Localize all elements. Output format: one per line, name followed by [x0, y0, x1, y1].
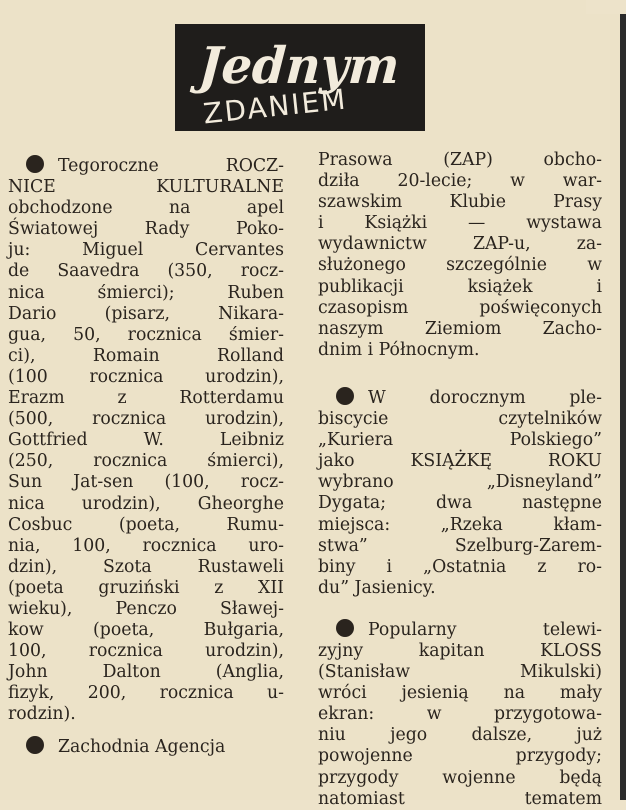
text-line: Prasowa (ZAP) obcho- [318, 150, 602, 170]
page-corner [586, 0, 626, 14]
text-line: nica śmierci); Ruben [8, 282, 284, 303]
text-line: gua, 50, rocznica śmier- [8, 324, 284, 345]
text-line: John Dalton (Anglia, [8, 662, 284, 683]
text-line: powojenne przygody; [318, 746, 602, 767]
text-line: Gottfried W. Leibniz [8, 430, 284, 451]
text-line: wieku), Penczo Sławej- [8, 598, 284, 619]
text-line: szawskim Klubie Prasy [318, 192, 602, 213]
text-line: (250, rocznica śmierci), [8, 451, 284, 472]
text-line: natomiast tematem [318, 788, 602, 809]
column-left [8, 155, 284, 758]
text-line: biscycie czytelników [318, 409, 602, 430]
text-line: wybrano „Disneyland” [318, 472, 602, 493]
text-line: zyjny kapitan KLOSS [318, 640, 602, 661]
text-line: dziła 20-lecie; w war- [318, 171, 602, 192]
bullet-icon [336, 619, 354, 637]
text-line: nia, 100, rocznica uro- [8, 535, 284, 556]
bullet-icon [26, 155, 44, 173]
text-line: fizyk, 200, rocznica u- [8, 683, 284, 704]
text-line: nica urodzin), Gheorghe [8, 493, 284, 514]
text-line: dzin), Szota Rustaweli [8, 556, 284, 577]
text-line: (100 rocznica urodzin), [8, 366, 284, 387]
text-line: W dorocznym ple- [318, 387, 602, 409]
text-line: 100, rocznica urodzin), [8, 641, 284, 662]
text-line: „Kuriera Polskiego” [318, 430, 602, 451]
page-edge [620, 0, 626, 800]
text-line: jako KSIĄŻKĘ ROKU [318, 451, 602, 472]
text-line: Sun Jat-sen (100, rocz- [8, 472, 284, 493]
header-title-script: Jednym [196, 36, 402, 96]
section-header [175, 24, 425, 131]
text-line: (500, rocznica urodzin), [8, 409, 284, 430]
text-line: de Saavedra (350, rocz- [8, 261, 284, 282]
text-line: dnim i Północnym. [318, 339, 480, 360]
header-title-caps: ZDANIEM [201, 82, 349, 131]
text-line: (Stanisław Mikulski) [318, 662, 602, 683]
text-line: czasopism poświęconych [318, 297, 602, 318]
text-line: (poeta gruziński z XII [8, 577, 284, 598]
text-line: Zachodnia Agencja [8, 736, 284, 758]
text-line: du” Jasienicy. [318, 577, 436, 598]
text-line: obchodzone na apel [8, 198, 284, 219]
text-line: rodzin). [8, 704, 76, 725]
text-line: ekran: w przygotowa- [318, 704, 602, 725]
text-line: ci), Romain Rolland [8, 345, 284, 366]
text-line: Erazm z Rotterdamu [8, 388, 284, 409]
column-right [318, 150, 602, 810]
text-line: naszym Ziemiom Zacho- [318, 318, 602, 339]
bullet-icon [26, 736, 44, 754]
text-line: NICE KULTURALNE [8, 177, 284, 198]
text-line: Dygata; dwa następne [318, 493, 602, 514]
text-line: Światowej Rady Poko- [8, 219, 284, 240]
text-line: Popularny telewi- [318, 619, 602, 641]
text-line: miejsca: „Rzeka kłam- [318, 514, 602, 535]
text-line: Tegoroczne ROCZ- [8, 155, 284, 177]
text-line: biny i „Ostatnia z ro- [318, 556, 602, 577]
text-line: stwa” Szelburg-Zarem- [318, 535, 602, 556]
text-line: ju: Miguel Cervantes [8, 240, 284, 261]
text-line: niu jego dalsze, już [318, 725, 602, 746]
text-line: przygody wojenne będą [318, 767, 602, 788]
text-line: Cosbuc (poeta, Rumu- [8, 514, 284, 535]
text-line: wydawnictw ZAP-u, za- [318, 234, 602, 255]
text-line: i Książki — wystawa [318, 213, 602, 234]
text-line: kow (poeta, Bułgaria, [8, 620, 284, 641]
text-line: Dario (pisarz, Nikara- [8, 303, 284, 324]
text-line: służonego szczególnie w [318, 255, 602, 276]
text-line: wróci jesienią na mały [318, 683, 602, 704]
bullet-icon [336, 387, 354, 405]
text-line: publikacji książek i [318, 276, 602, 297]
